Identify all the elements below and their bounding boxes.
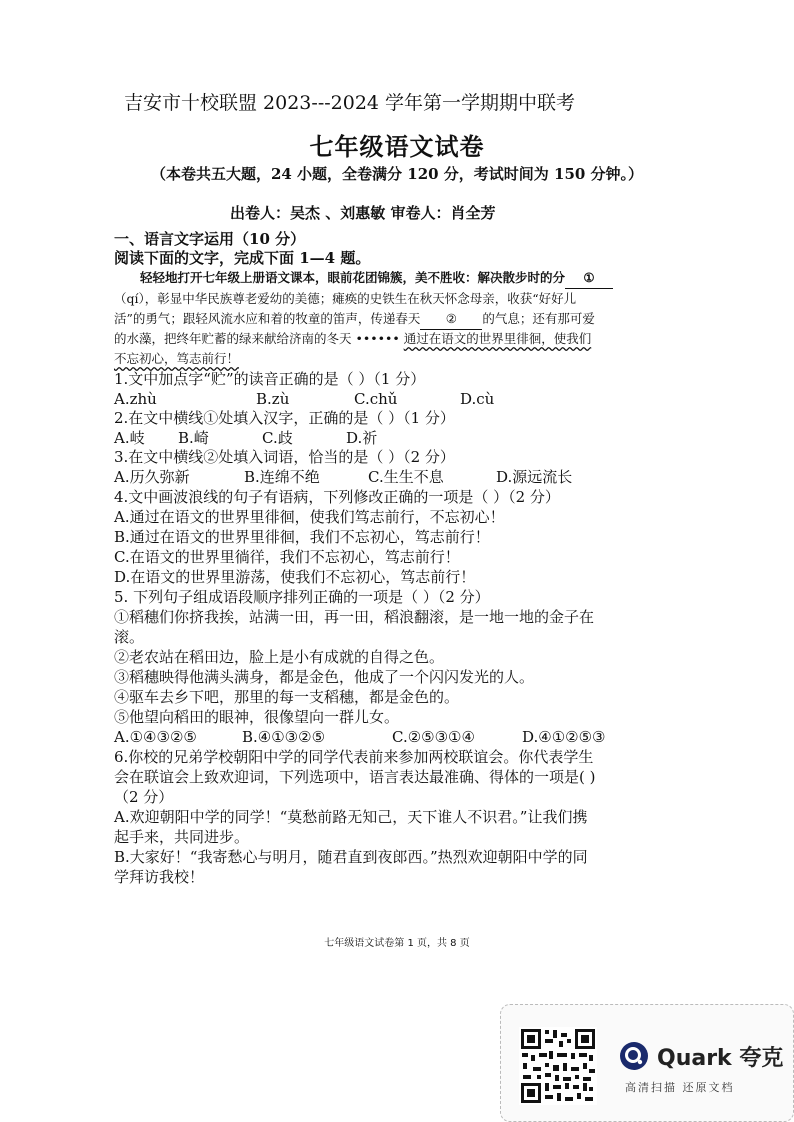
option: B.通过在语文的世界里徘徊，我们不忘初心，笃志前行！ <box>114 528 490 546</box>
option: A.岐 <box>114 429 145 447</box>
sentence: 滚。 <box>114 628 145 646</box>
page-footer: 七年级语文试卷第 1 页，共 8 页 <box>324 938 470 949</box>
passage-text: 轻轻地打开七年级上册语文课本，眼前花团锦簇，美不胜收：解决散步时的分 <box>140 270 566 285</box>
question-6-cont: 会在联谊会上致欢迎词，下列选项中，语言表达最准确、得体的一项是( ) <box>114 768 596 786</box>
question-2: 2.在文中横线①处填入汉字，正确的是（ ）（1 分） <box>114 409 455 427</box>
passage-line: （qí），彰显中华民族尊老爱幼的美德；瘫痪的史铁生在秋天怀念母亲，收获“好好儿 <box>114 291 577 306</box>
passage-text: 活”的勇气；跟轻风流水应和着的牧童的笛声，传递春天 <box>114 311 421 326</box>
qr-code-icon <box>519 1027 597 1105</box>
option: B.大家好！“我寄愁心与明月，随君直到夜郎西。”热烈欢迎朝阳中学的同 <box>114 848 588 866</box>
option: A.zhù <box>114 390 157 408</box>
option: C.chǔ <box>354 390 398 408</box>
blank-1: ① <box>565 268 613 289</box>
sentence: ①稻穗们你挤我挨，站满一田，再一田，稻浪翻滚，是一地一地的金子在 <box>114 608 595 626</box>
passage-line <box>114 349 239 369</box>
question-4: 4.文中画波浪线的句子有语病，下列修改正确的一项是（ ）（2 分） <box>114 488 560 506</box>
passage-line <box>140 268 613 289</box>
exam-authors: 出卷人：吴杰 、刘惠敏 审卷人：肖全芳 <box>230 204 496 222</box>
section-instruction: 阅读下面的文字，完成下面 1—4 题。 <box>114 249 371 267</box>
wavy-sentence: 通过在语文的世界里徘徊，使我们 <box>403 331 592 346</box>
sentence: ②老农站在稻田边，脸上是小有成就的自得之色。 <box>114 648 445 666</box>
option: A.①④③②⑤ <box>114 728 197 746</box>
question-1: 1.文中加点字“贮”的读音正确的是（ ）（1 分） <box>114 370 426 388</box>
question-5: 5. 下列句子组成语段顺序排列正确的一项是（ ）（2 分） <box>114 588 490 606</box>
section-title: 一、语言文字运用（10 分） <box>114 230 306 248</box>
option: A.欢迎朝阳中学的同学！“莫愁前路无知己，天下谁人不识君。”让我们携 <box>114 808 588 826</box>
option: C.②⑤③①④ <box>392 728 475 746</box>
brand-tagline: 高清扫描 还原文档 <box>625 1081 735 1094</box>
option-cont: 起手来，共同进步。 <box>114 828 250 846</box>
quark-logo-icon <box>619 1041 649 1071</box>
option: D.④①②⑤③ <box>522 728 606 746</box>
question-6: 6.你校的兄弟学校朝阳中学的同学代表前来参加两校联谊会。你代表学生 <box>114 748 594 766</box>
exam-header: 吉安市十校联盟 2023---2024 学年第一学期期中联考 <box>124 92 576 114</box>
scanner-watermark <box>500 1004 794 1122</box>
question-6-score: （2 分） <box>114 788 174 806</box>
passage-text: 的水藻，把终年贮蓄的绿来献给济南的冬天 •••••• <box>114 331 400 346</box>
sentence: ④驱车去乡下吧，那里的每一支稻穗，都是金色的。 <box>114 688 460 706</box>
option: C.生生不息 <box>368 468 444 486</box>
option: D.祈 <box>346 429 378 447</box>
option: D.cù <box>460 390 495 408</box>
option: D.在语文的世界里游荡，使我们不忘初心，笃志前行！ <box>114 568 476 586</box>
option: D.源远流长 <box>496 468 573 486</box>
page-title: 七年级语文试卷 <box>309 133 485 161</box>
option: A.历久弥新 <box>114 468 190 486</box>
option: B.zù <box>256 390 290 408</box>
brand-name: Quark 夸克 <box>657 1045 784 1071</box>
passage-line <box>114 309 595 330</box>
brand <box>619 1039 783 1073</box>
wavy-sentence: 不忘初心，笃志前行！ <box>114 351 240 366</box>
sentence: ③稻穗映得他满头满身，都是金色，他成了一个闪闪发光的人。 <box>114 668 535 686</box>
option-cont: 学拜访我校！ <box>114 868 205 886</box>
blank-2: ② <box>420 309 482 330</box>
option: C.歧 <box>262 429 293 447</box>
exam-instructions: （本卷共五大题，24 小题，全卷满分 120 分，考试时间为 150 分钟。） <box>150 165 644 183</box>
question-3: 3.在文中横线②处填入词语，恰当的是（ ）（2 分） <box>114 448 455 466</box>
option: A.通过在语文的世界里徘徊，使我们笃志前行，不忘初心！ <box>114 508 505 526</box>
option: B.连绵不绝 <box>244 468 320 486</box>
option: C.在语文的世界里徜徉，我们不忘初心，笃志前行！ <box>114 548 460 566</box>
option: B.崎 <box>178 429 209 447</box>
passage-line <box>114 329 591 349</box>
sentence: ⑤他望向稻田的眼神，很像望向一群儿女。 <box>114 708 400 726</box>
option: B.④①③②⑤ <box>242 728 326 746</box>
passage-text: 的气息；还有那可爱 <box>482 311 595 326</box>
